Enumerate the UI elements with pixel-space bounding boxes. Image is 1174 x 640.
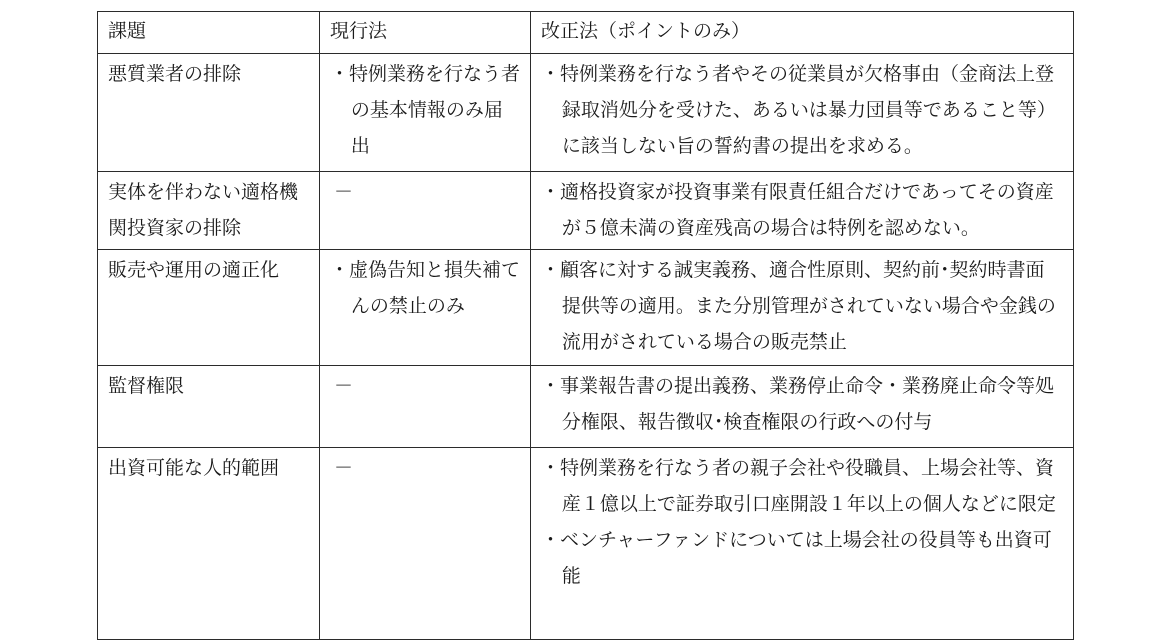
current-law-dash: － bbox=[334, 375, 354, 397]
issue-cell: 悪質業者の排除 bbox=[98, 54, 320, 172]
revised-law-cell bbox=[531, 448, 1074, 640]
table-row bbox=[98, 448, 1074, 640]
current-law-cell bbox=[320, 54, 531, 172]
issue-cell: 監督権限 bbox=[98, 366, 320, 448]
header-revised-law: 改正法（ポイントのみ） bbox=[531, 12, 1074, 54]
current-law-cell bbox=[320, 172, 531, 250]
revised-law-cell bbox=[531, 54, 1074, 172]
revised-law-item: ・特例業務を行なう者の親子会社や役職員、上場会社等、資産１億以上で証券取引口座開設１年以上の個人などに限定 bbox=[541, 457, 1056, 515]
revised-law-item: ・特例業務を行なう者やその従業員が欠格事由（金商法上登録取消処分を受けた、あるいは暴力団員等であること等）に該当しない旨の誓約書の提出を求める。 bbox=[541, 63, 1056, 157]
revised-law-cell bbox=[531, 250, 1074, 366]
revised-law-cell bbox=[531, 366, 1074, 448]
current-law-cell bbox=[320, 366, 531, 448]
revised-law-item: ・顧客に対する誠実義務、適合性原則、契約前･契約時書面提供等の適用。また分別管理がされていない場合や金銭の流用がされている場合の販売禁止 bbox=[541, 259, 1056, 353]
current-law-item: ・虚偽告知と損失補てんの禁止のみ bbox=[330, 259, 521, 317]
revised-law-item: ・ベンチャーファンドについては上場会社の役員等も出資可能 bbox=[541, 529, 1052, 587]
revised-law-item: ・事業報告書の提出義務、業務停止命令・業務廃止命令等処分権限、報告徴収･検査権限の行政への付与 bbox=[541, 375, 1055, 433]
revised-law-item: ・適格投資家が投資事業有限責任組合だけであってその資産が５億未満の資産残高の場合は特例を認めない。 bbox=[541, 181, 1054, 239]
current-law-cell bbox=[320, 448, 531, 640]
issue-cell: 実体を伴わない適格機関投資家の排除 bbox=[98, 172, 320, 250]
header-row bbox=[98, 12, 1074, 54]
issue-cell: 販売や運用の適正化 bbox=[98, 250, 320, 366]
current-law-item: ・特例業務を行なう者の基本情報のみ届出 bbox=[330, 63, 521, 157]
current-law-dash: － bbox=[334, 457, 354, 479]
header-current-law: 現行法 bbox=[320, 12, 531, 54]
revised-law-cell bbox=[531, 172, 1074, 250]
table-row bbox=[98, 250, 1074, 366]
table-row bbox=[98, 172, 1074, 250]
table-row bbox=[98, 54, 1074, 172]
issue-cell: 出資可能な人的範囲 bbox=[98, 448, 320, 640]
header-issue: 課題 bbox=[98, 12, 320, 54]
current-law-cell bbox=[320, 250, 531, 366]
current-law-dash: － bbox=[334, 181, 354, 203]
table-row bbox=[98, 366, 1074, 448]
comparison-table bbox=[97, 11, 1074, 640]
